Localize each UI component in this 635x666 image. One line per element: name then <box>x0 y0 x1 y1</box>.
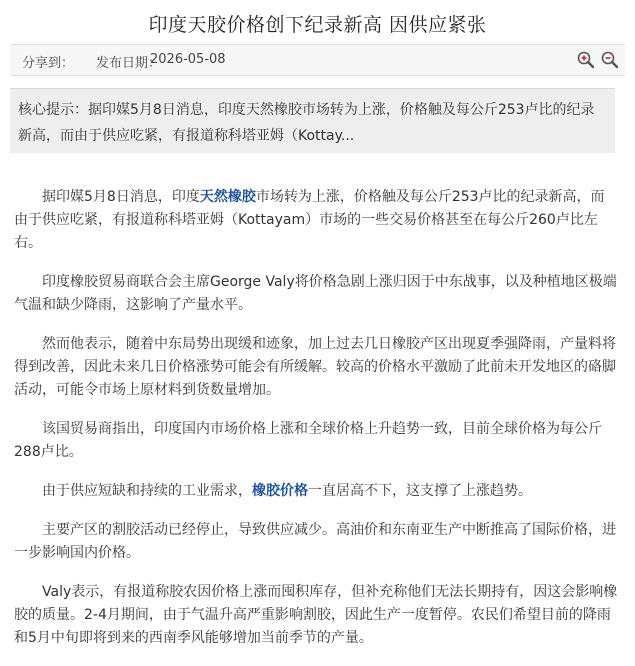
article-body <box>14 186 618 666</box>
paragraph-6: 主要产区的割胶活动已经停止，导致供应减少。高油价和东南亚生产中断推高了国际价格，进一步影响国内价格。 <box>14 522 616 561</box>
keyword-link-rubber-price[interactable]: 橡胶价格 <box>252 483 308 499</box>
paragraph-7: Valy表示，有报道称胶农因价格上涨而囤积库存，但补充称他们无法长期持有，因这会影响橡胶的质量。2-4月期间，由于气温升高严重影响割胶，因此生产一度暂停。农民们希望目前的降雨和5月中旬即将到来的西南季风能够增加当前季节的产量。 <box>14 584 618 646</box>
zoom-in-icon-graphic <box>576 50 596 70</box>
paragraph-5-start: 由于供应短缺和持续的工业需求， <box>42 483 252 499</box>
core-summary-text: 据印媒5月8日消息，印度天然橡胶市场转为上涨，价格触及每公斤253卢比的纪录新高，而由于供应吃紧，有报道称科塔亚姆（Kottay... <box>18 102 595 144</box>
zoom-out-icon-graphic <box>600 50 620 70</box>
article-info-bar <box>10 44 625 76</box>
keyword-link-natural-rubber[interactable]: 天然橡胶 <box>199 189 256 205</box>
core-summary-box <box>10 88 615 153</box>
share-label[interactable]: 分享到： <box>22 56 75 71</box>
paragraph-1 <box>14 186 618 255</box>
zoom-out-icon[interactable] <box>600 50 620 70</box>
article-title: 印度天胶价格创下纪录新高 因供应紧张 <box>148 14 487 36</box>
paragraph-1-end: 市场转为上涨，价格触及每公斤253卢比的纪录新高，而由于供应吃紧，有报道称科塔亚姆（Kottayam）市场的一些交易价格甚至在每公斤260卢比左右。 <box>14 189 605 251</box>
zoom-in-icon[interactable] <box>576 50 596 70</box>
core-summary-label: 核心提示： <box>18 102 88 118</box>
publish-date-label: 发布日期： <box>96 56 162 71</box>
publish-date-value: 2026-05-08 <box>150 52 226 67</box>
paragraph-2: 印度橡胶贸易商联合会主席George Valy将价格急剧上涨归因于中东战事，以及种植地区极端气温和缺少降雨，这影响了产量水平。 <box>14 274 617 313</box>
paragraph-1-start: 据印媒5月8日消息，印度 <box>42 189 200 205</box>
paragraph-5 <box>14 480 618 503</box>
paragraph-4: 该国贸易商指出，印度国内市场价格上涨和全球价格上升趋势一致，目前全球价格为每公斤288卢比。 <box>14 421 602 460</box>
paragraph-3: 然而他表示，随着中东局势出现缓和迹象，加上过去几日橡胶产区出现夏季强降雨，产量料将得到改善，因此未来几日价格涨势可能会有所缓解。较高的价格水平激励了此前未开发地区的硌脚活动，可能令市场上原材料到货数量增加。 <box>14 336 616 398</box>
paragraph-5-end: 一直居高不下，这支撑了上涨趋势。 <box>308 483 532 499</box>
